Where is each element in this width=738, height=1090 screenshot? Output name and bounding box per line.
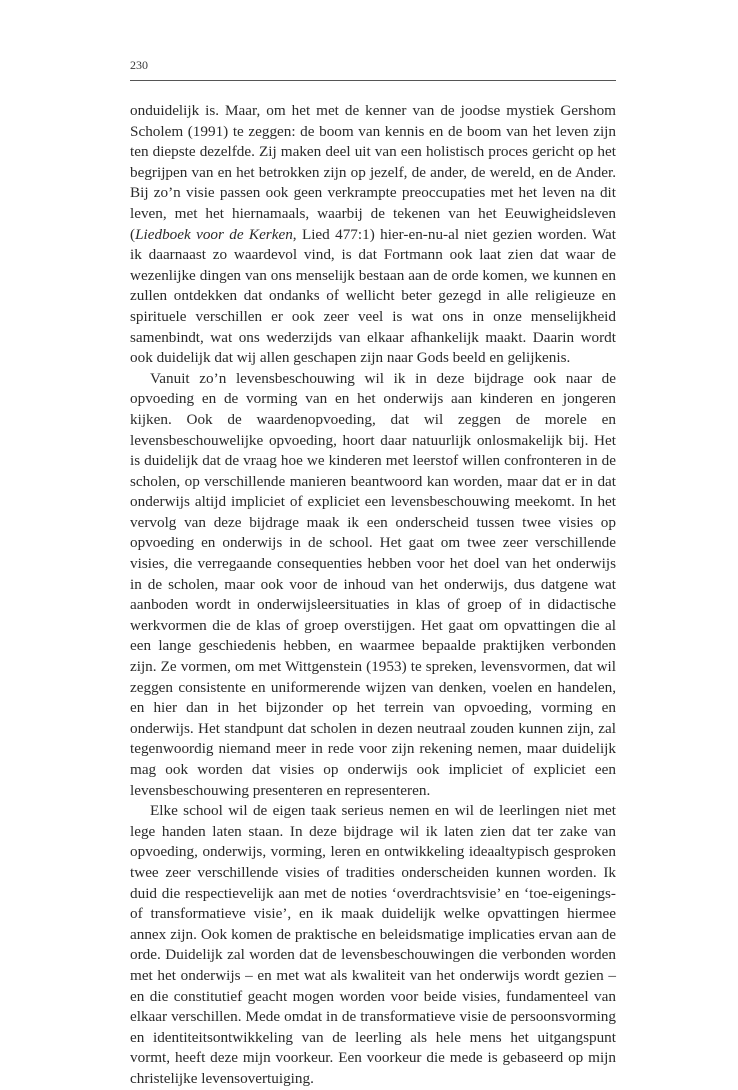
paragraph-1-italic-title: Liedboek voor de Kerken: [135, 225, 293, 243]
paragraph-1-text-continued: , Lied 477:1) hier-en-nu-al niet gezien worden. Wat ik daarnaast zo waardevol vind, is dat Fortmann ook laat zien dat waar de wezenlijke dingen van ons menselijk bestaan aan de orde komen, we kunnen en zullen ontdekken dat ondanks of wellicht beter gezegd in alle religieuze en spirituele verschillen er ook zeer veel is wat ons in onze menselijkheid samenbindt, wat ons wederzijds van elkaar afhankelijk maakt. Daarin wordt ook duidelijk dat wij allen geschapen zijn naar Gods beeld en gelijkenis.: [130, 225, 616, 367]
paragraph-1-text: onduidelijk is. Maar, om het met de kenner van de joodse mystiek Gershom Scholem (1991) te zeggen: de boom van kennis en de boom van het leven zijn ten diepste dezelfde. Zij maken deel uit van een holistisch proces gericht op het begrijpen van en het betrokken zijn op jezelf, de ander, de wereld, en de Ander. Bij zo’n visie passen ook geen verkrampte preoccupaties met het leven na dit leven, met het hiernamaals, waarbij de tekenen van het Eeuwigheidsleven (: [130, 102, 616, 243]
page-number: 230: [130, 58, 148, 72]
paragraph-1: [130, 101, 616, 369]
paragraph-3-text: Elke school wil de eigen taak serieus nemen en wil de leerlingen niet met lege handen laten staan. In deze bijdrage wil ik laten zien dat ter zake van opvoeding, onderwijs, vorming, leren en ontwikkeling ideaaltypisch gesproken twee zeer verschillende visies of tradities onderscheiden kunnen worden. Ik duid die respectievelijk aan met de noties ‘overdrachtsvisie’ en ‘toe-eigenings- of transformatieve visie’, en ik maak duidelijk welke opvattingen hiermee annex zijn. Ook komen de praktische en beleidsmatige implicaties ervan aan de orde. Duidelijk zal worden dat de levensbeschouwingen die verbonden worden met het onderwijs – en met wat als kwaliteit van het onderwijs wordt gezien – en die constitutief geacht mogen worden voor beide visies, fundamenteel van elkaar verschillen. Mede omdat in de transformatieve visie de persoonsvorming en identiteitsontwikkeling van de leerling als hele mens het uitgangspunt vormt, heeft deze mijn voorkeur. Een voorkeur die mede is gebaseerd op mijn christelijke levensovertuiging.: [130, 802, 616, 1087]
paragraph-3: [130, 801, 616, 1089]
paragraph-2: [130, 369, 616, 801]
body-text: [130, 101, 616, 1090]
header-rule: [130, 80, 616, 81]
paragraph-2-text: Vanuit zo’n levensbeschouwing wil ik in deze bijdrage ook naar de opvoeding en de vorming van en het onderwijs aan kinderen en jongeren kijken. Ook de waardenopvoeding, dat wil zeggen de morele en levensbeschouwelijke opvoeding, hoort daar natuurlijk onlosmakelijk bij. Het is duidelijk dat de vraag hoe we kinderen met leerstof willen confronteren in de scholen, op verschillende manieren beantwoord kan worden, maar dat er in dat onderwijs altijd impliciet of expliciet een levensbeschouwing meekomt. In het vervolg van deze bijdrage maak ik een onderscheid tussen twee visies op opvoeding en onderwijs in de school. Het gaat om twee zeer verschillende visies, die verregaande consequenties hebben voor het doel van het onderwijs in de scholen, maar ook voor de inhoud van het onderwijs, dus datgene wat aanboden wordt in onderwijsleersituaties in klas of groep of in didactische werkvormen die de klas of groep overstijgen. Het gaat om opvattingen die al een lange geschiedenis hebben, en waarmee bepaalde praktijken verbonden zijn. Ze vormen, om met Wittgenstein (1953) te spreken, levensvormen, dat wil zeggen consistente en uniformerende wijzen van denken, voelen en handelen, en hier dan in het bijzonder op het terrein van opvoeding, vorming en onderwijs. Het standpunt dat scholen in dezen neutraal zouden kunnen zijn, zal tegenwoordig niemand meer in rede voor zijn rekening nemen, maar duidelijk mag ook worden dat visies op onderwijs ook impliciet of expliciet een levensbeschouwing presenteren en representeren.: [130, 369, 616, 799]
